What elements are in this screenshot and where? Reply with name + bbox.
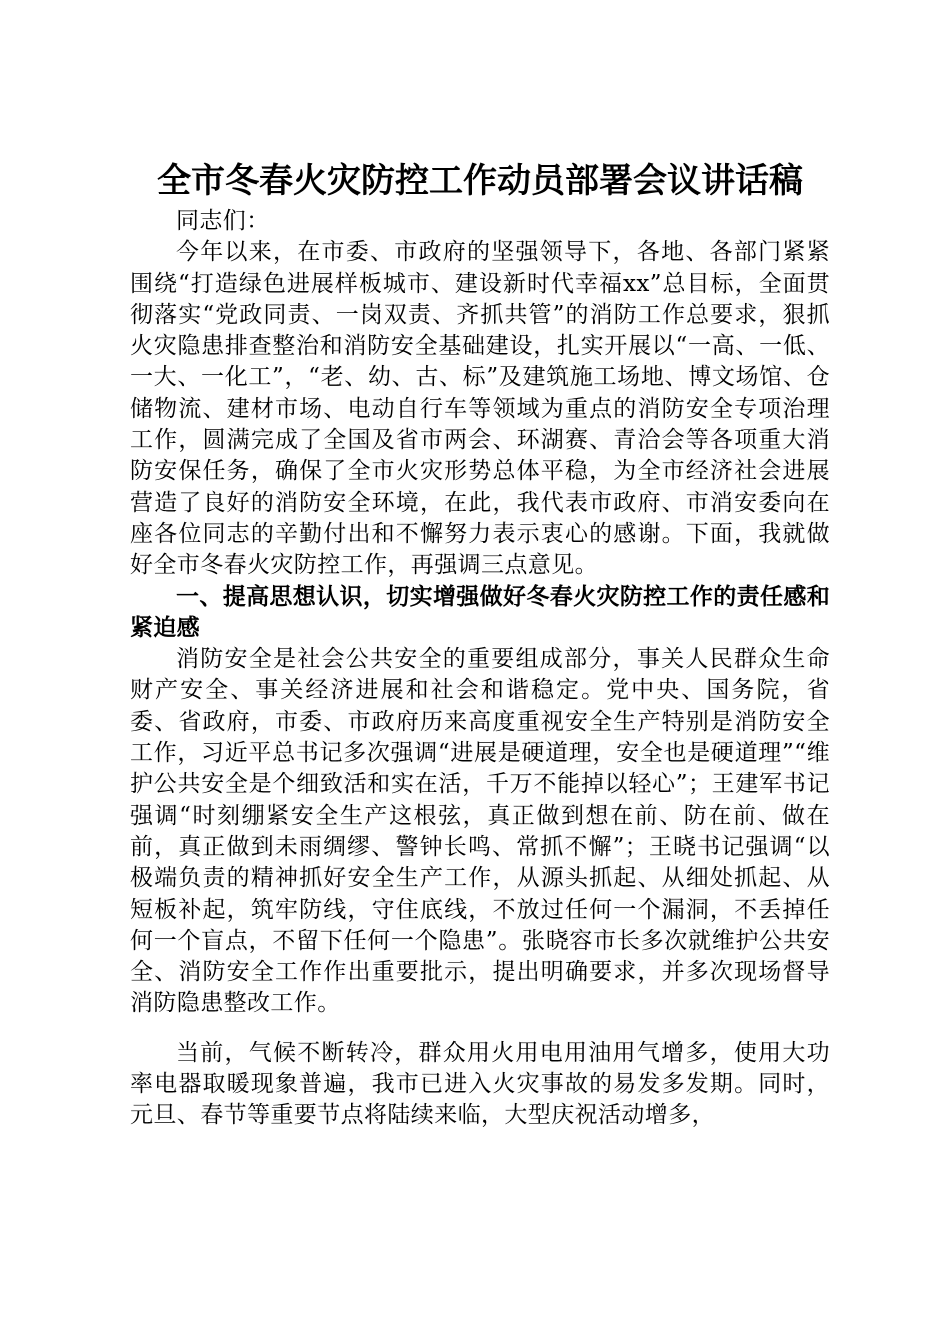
greeting: 同志们： xyxy=(176,208,270,234)
section-heading-1: 一、提高思想认识，切实增强做好冬春火灾防控工作的责任感和紧迫感 xyxy=(130,583,830,641)
document-body xyxy=(130,206,830,1132)
document-title: 全市冬春火灾防控工作动员部署会议讲话稿 xyxy=(157,161,803,201)
paragraph-current-situation: 当前，气候不断转冷，群众用火用电用油用气增多，使用大功率电器取暖现象普遍，我市已进入火灾事故的易发多发期。同时，元旦、春节等重要节点将陆续来临，大型庆祝活动增多， xyxy=(130,1039,830,1129)
paragraph-importance: 消防安全是社会公共安全的重要组成部分，事关人民群众生命财产安全、事关经济进展和社会和谐稳定。党中央、国务院，省委、省政府，市委、市政府历来高度重视安全生产特别是消防安全工作，习近平总书记多次强调“进展是硬道理，安全也是硬道理”“维护公共安全是个细致活和实在活，千万不能掉以轻心”；王建军书记强调“时刻绷紧安全生产这根弦，真正做到想在前、防在前、做在前，真正做到未雨绸缪、警钟长鸣、常抓不懈”；王晓书记强调“以极端负责的精神抓好安全生产工作，从源头抓起、从细处抓起、从短板补起，筑牢防线，守住底线，不放过任何一个漏洞，不丢掉任何一个盲点，不留下任何一个隐患”。张晓容市长多次就维护公共安全、消防安全工作作出重要批示，提出明确要求，并多次现场督导消防隐患整改工作。 xyxy=(130,646,830,1017)
paragraph-intro: 今年以来，在市委、市政府的坚强领导下，各地、各部门紧紧围绕“打造绿色进展样板城市、建设新时代幸福xx”总目标，全面贯彻落实“党政同责、一岗双责、齐抓共管”的消防工作总要求，狠抓火灾隐患排查整治和消防安全基础建设，扎实开展以“一高、一低、一大、一化工”，“老、幼、古、标”及建筑施工场地、博文场馆、仓储物流、建材市场、电动自行车等领域为重点的消防安全专项治理工作，圆满完成了全国及省市两会、环湖赛、青洽会等各项重大消防安保任务，确保了全市火灾形势总体平稳，为全市经济社会进展营造了良好的消防安全环境，在此，我代表市政府、市消安委向在座各位同志的辛勤付出和不懈努力表示衷心的感谢。下面，我就做好全市冬春火灾防控工作，再强调三点意见。 xyxy=(130,239,830,579)
